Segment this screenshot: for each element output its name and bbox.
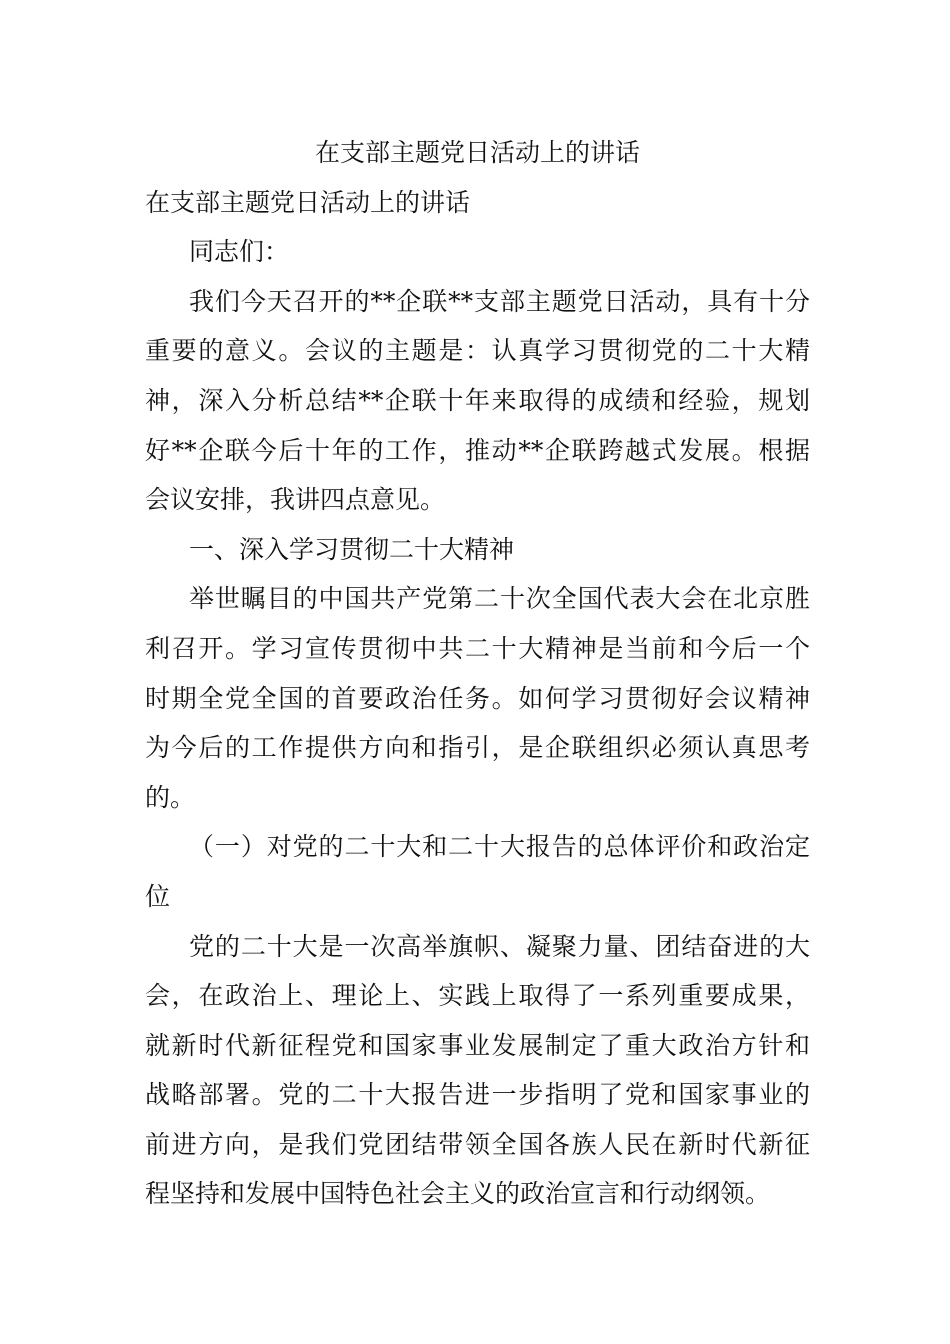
paragraph-line: 好**企联今后十年的工作，推动**企联跨越式发展。根据 xyxy=(145,435,810,465)
paragraph-line: 利召开。学习宣传贯彻中共二十大精神是当前和今后一个 xyxy=(145,633,810,663)
paragraph-line: 战略部署。党的二十大报告进一步指明了党和国家事业的 xyxy=(145,1080,810,1110)
paragraph xyxy=(145,574,810,822)
paragraph-line: 会议安排，我讲四点意见。 xyxy=(145,485,446,515)
document-heading: 在支部主题党日活动上的讲话 xyxy=(145,187,471,217)
paragraph-line: 为今后的工作提供方向和指引，是企联组织必须认真思考 xyxy=(145,733,810,763)
paragraph-line: 的。 xyxy=(145,782,196,812)
paragraph xyxy=(145,922,810,1220)
paragraph-line: 会，在政治上、理论上、实践上取得了一系列重要成果， xyxy=(145,981,810,1011)
paragraph-line: 党的二十大是一次高举旗帜、凝聚力量、团结奋进的大 xyxy=(189,931,810,961)
paragraph-line: （一）对党的二十大和二十大报告的总体评价和政治定 xyxy=(189,832,810,862)
subsection-heading xyxy=(145,822,810,921)
greeting: 同志们： xyxy=(189,237,290,267)
section-heading xyxy=(145,525,810,575)
paragraph-line: 程坚持和发展中国特色社会主义的政治宣言和行动纲领。 xyxy=(145,1179,771,1209)
paragraph-line: 重要的意义。会议的主题是：认真学习贯彻党的二十大精 xyxy=(145,336,810,366)
paragraph xyxy=(145,277,810,525)
paragraph-line: 时期全党全国的首要政治任务。如何学习贯彻好会议精神 xyxy=(145,683,810,713)
document-body xyxy=(145,277,810,1219)
document-page xyxy=(145,128,810,1219)
paragraph-line: 举世瞩目的中国共产党第二十次全国代表大会在北京胜 xyxy=(189,584,810,614)
paragraph-line: 我们今天召开的**企联**支部主题党日活动，具有十分 xyxy=(189,286,810,316)
paragraph-line: 位 xyxy=(145,881,171,911)
document-title: 在支部主题党日活动上的讲话 xyxy=(314,138,640,167)
paragraph-line: 前进方向，是我们党团结带领全国各族人民在新时代新征 xyxy=(145,1129,810,1159)
paragraph-line: 一、深入学习贯彻二十大精神 xyxy=(189,534,515,564)
paragraph-line: 就新时代新征程党和国家事业发展制定了重大政治方针和 xyxy=(145,1030,810,1060)
paragraph-line: 神，深入分析总结**企联十年来取得的成绩和经验，规划 xyxy=(145,385,810,415)
